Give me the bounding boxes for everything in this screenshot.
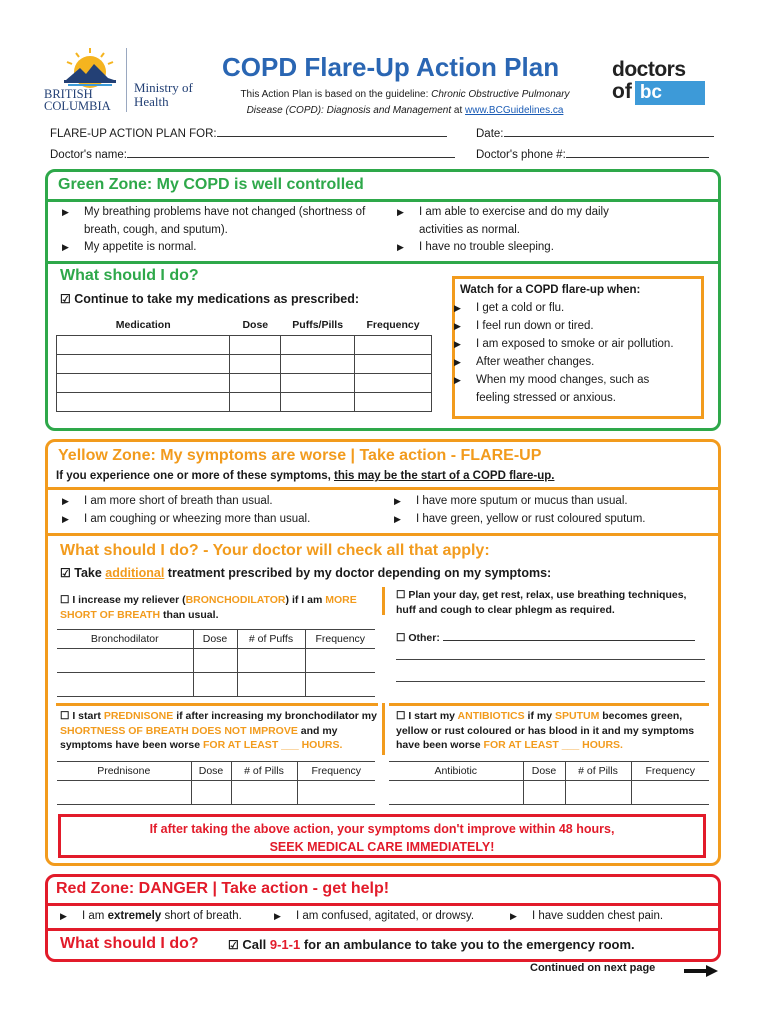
date-label: Date: [476,128,504,140]
table-row[interactable] [57,392,432,411]
bc-sun-mountain-icon [54,44,126,88]
other-option[interactable]: ☐ Other: [396,630,695,644]
med-col-puffs: Puffs/Pills [281,316,355,335]
red-bullet-2: ▶ I am confused, agitated, or drowsy. [296,908,474,926]
continued-note: Continued on next page [530,962,656,974]
plan-day-option[interactable]: ☐ Plan your day, get rest, relax, use breathing techniques, huff and cough to clear phlegm as required. [396,589,687,616]
bullet-arrow-icon: ▶ [62,496,69,506]
bc-wordmark-line1: BRITISH [44,87,93,101]
bronchodilator-table [57,629,375,697]
watch-item-3: ▶ I am exposed to smoke or air pollution. [476,336,701,354]
red-bullet-1: ▶ I am extremely short of breath. [82,908,242,926]
yellow-bullet-left-2: ▶ I am coughing or wheezing more than usual. [84,511,384,529]
bullet-arrow-icon: ▶ [62,514,69,524]
plan-for-field[interactable] [50,126,447,140]
doctor-phone-label: Doctor's phone #: [476,149,566,161]
yellow-zone-title: Yellow Zone: My symptoms are worse | Take action - FLARE-UP [58,447,542,464]
guideline-at: at [451,105,466,116]
date-field[interactable] [476,126,714,140]
table-row[interactable] [57,354,432,373]
table-row[interactable] [389,781,709,805]
med-col-medication: Medication [57,316,230,335]
watch-item-5: ▶ When my mood changes, such as feeling stressed or anxious. [454,374,650,404]
ministry-line2: Health [134,94,169,109]
red-divider-2 [45,928,721,931]
warning-line1: If after taking the above action, your symptoms don't improve within 48 hours, [149,822,615,836]
green-bullet-left-1: ▶ My breathing problems have not changed (shortness of breath, cough, and sputum). [62,206,366,236]
red-zone-title: Red Zone: DANGER | Take action - get help! [56,880,390,897]
plan-for-label: FLARE-UP ACTION PLAN FOR: [50,128,217,140]
red-bullet-3: ▶ I have sudden chest pain. [532,908,663,926]
doctor-name-label: Doctor's name: [50,149,127,161]
guideline-title-b: Disease (COPD): Diagnosis and Management [246,105,452,116]
bc-wordmark-line2: COLUMBIA [44,99,111,113]
horizontal-divider-left [56,703,378,706]
doctor-phone-field[interactable] [476,147,709,161]
doctor-phone-line[interactable] [566,147,709,158]
plan-for-line[interactable] [217,126,447,137]
seek-care-warning [58,814,706,858]
green-what-title: What should I do? [60,267,199,284]
checked-box-icon[interactable]: ☑ [228,938,239,952]
continue-meds-line [60,292,359,306]
watch-item-4: ▶ After weather changes. [476,354,696,372]
vertical-divider-2 [382,703,385,755]
anti-col-dose: Dose [523,762,565,781]
medication-table [56,316,432,412]
bullet-arrow-icon: ▶ [454,357,461,367]
green-divider-2 [45,261,721,264]
bullet-arrow-icon: ▶ [274,911,281,921]
pred-col-frequency: Frequency [297,762,375,781]
doctors-word: doctors [612,58,686,81]
doctor-name-field[interactable] [50,147,455,161]
yellow-bullet-right-1: ▶ I have more sputum or mucus than usual. [416,493,706,511]
of-word: of [612,80,632,103]
ministry-line1: Ministry of [134,80,193,95]
green-bullet-right-1: ▶ I am able to exercise and do my daily activities as normal. [397,206,609,236]
bronch-col-frequency: Frequency [305,630,375,649]
checked-box-icon[interactable]: ☑ [60,566,71,580]
bullet-arrow-icon: ▶ [454,375,461,385]
logo-divider [126,48,127,112]
bullet-arrow-icon: ▶ [454,339,461,349]
pred-col-name: Prednisone [57,762,191,781]
yellow-subtitle: If you experience one or more of these symptoms, this may be the start of a COPD flare-up. [56,470,555,482]
horizontal-divider-right [389,703,709,706]
table-row[interactable] [57,373,432,392]
table-row[interactable] [57,673,375,697]
table-row[interactable] [57,335,432,354]
guideline-note [210,87,600,119]
take-additional-line: ☑ Take additional treatment prescribed by my doctor depending on my symptoms: [60,566,552,580]
other-line[interactable] [443,630,695,641]
watch-item-2: ▶ I feel run down or tired. [476,318,696,336]
watch-item-1: ▶ I get a cold or flu. [476,300,696,318]
call-911-line: ☑ Call 9-1-1 for an ambulance to take you to the emergency room. [228,937,635,952]
yellow-divider-1 [45,487,721,490]
bronch-col-puffs: # of Puffs [237,630,305,649]
bullet-arrow-icon: ▶ [454,303,461,313]
red-what-title: What should I do? [60,935,199,952]
page-title: COPD Flare-Up Action Plan [222,52,560,82]
yellow-bullet-right-2: ▶ I have green, yellow or rust coloured sputum. [416,511,706,529]
bullet-arrow-icon: ▶ [62,207,69,217]
med-col-frequency: Frequency [355,316,432,335]
bronch-col-name: Bronchodilator [57,630,193,649]
antibiotic-table [389,761,709,805]
warning-line2: SEEK MEDICAL CARE IMMEDIATELY! [269,840,495,854]
table-row[interactable] [57,649,375,673]
checked-box-icon[interactable]: ☑ [60,292,71,306]
green-bullet-left-2: ▶ My appetite is normal. [84,239,374,257]
other-line-2[interactable] [396,659,705,660]
prednisone-table [57,761,375,805]
pred-col-pills: # of Pills [231,762,297,781]
doctor-name-line[interactable] [127,147,455,158]
date-line[interactable] [504,126,714,137]
red-divider-1 [45,903,721,906]
watch-for-title: Watch for a COPD flare-up when: [460,284,641,296]
yellow-bullet-left-1: ▶ I am more short of breath than usual. [84,493,384,511]
anti-col-name: Antibiotic [389,762,523,781]
bullet-arrow-icon: ▶ [510,911,517,921]
other-line-3[interactable] [396,681,705,682]
bronch-col-dose: Dose [193,630,237,649]
guideline-prefix: This Action Plan is based on the guideline: [240,89,432,100]
anti-col-pills: # of Pills [565,762,631,781]
vertical-divider [382,587,385,615]
bc-government-logo [44,44,204,114]
bullet-arrow-icon: ▶ [62,242,69,252]
table-row[interactable] [57,781,375,805]
pred-col-dose: Dose [191,762,231,781]
watch-for-box [452,276,704,419]
bullet-arrow-icon: ▶ [397,207,404,217]
yellow-what-title: What should I do? - Your doctor will check all that apply: [60,542,490,559]
green-zone-title: Green Zone: My COPD is well controlled [58,176,364,193]
med-col-dose: Dose [230,316,281,335]
yellow-divider-2 [45,533,721,536]
continue-meds-text: Continue to take my medications as prescribed: [74,292,360,306]
anti-col-frequency: Frequency [631,762,709,781]
antibiotics-option[interactable]: ☐ I start my ANTIBIOTICS if my SPUTUM becomes green, yellow or rust coloured or has blood in it and my symptoms have been worse FOR AT LEAST ___ HOURS. [396,710,695,751]
guideline-title-a: Chronic Obstructive Pulmonary [431,89,570,100]
bullet-arrow-icon: ▶ [454,321,461,331]
arrow-right-icon [684,965,718,977]
bullet-arrow-icon: ▶ [394,514,401,524]
bullet-arrow-icon: ▶ [394,496,401,506]
prednisone-option[interactable]: ☐ I start PREDNISONE if after increasing my bronchodilator my SHORTNESS OF BREATH DOES NOT IMPROVE and my symptoms have been worse FOR AT LEAST ___ HOURS. [60,710,377,751]
bullet-arrow-icon: ▶ [397,242,404,252]
guideline-link[interactable]: www.BCGuidelines.ca [465,105,564,116]
doctors-of-bc-logo [612,58,722,106]
bc-box: bc [635,81,705,105]
bullet-arrow-icon: ▶ [60,911,67,921]
green-bullet-right-2: ▶ I have no trouble sleeping. [419,239,709,257]
green-divider-1 [45,199,721,202]
reliever-option[interactable]: ☐ I increase my reliever (BRONCHODILATOR) if I am MORE SHORT OF BREATH than usual. [60,594,357,621]
